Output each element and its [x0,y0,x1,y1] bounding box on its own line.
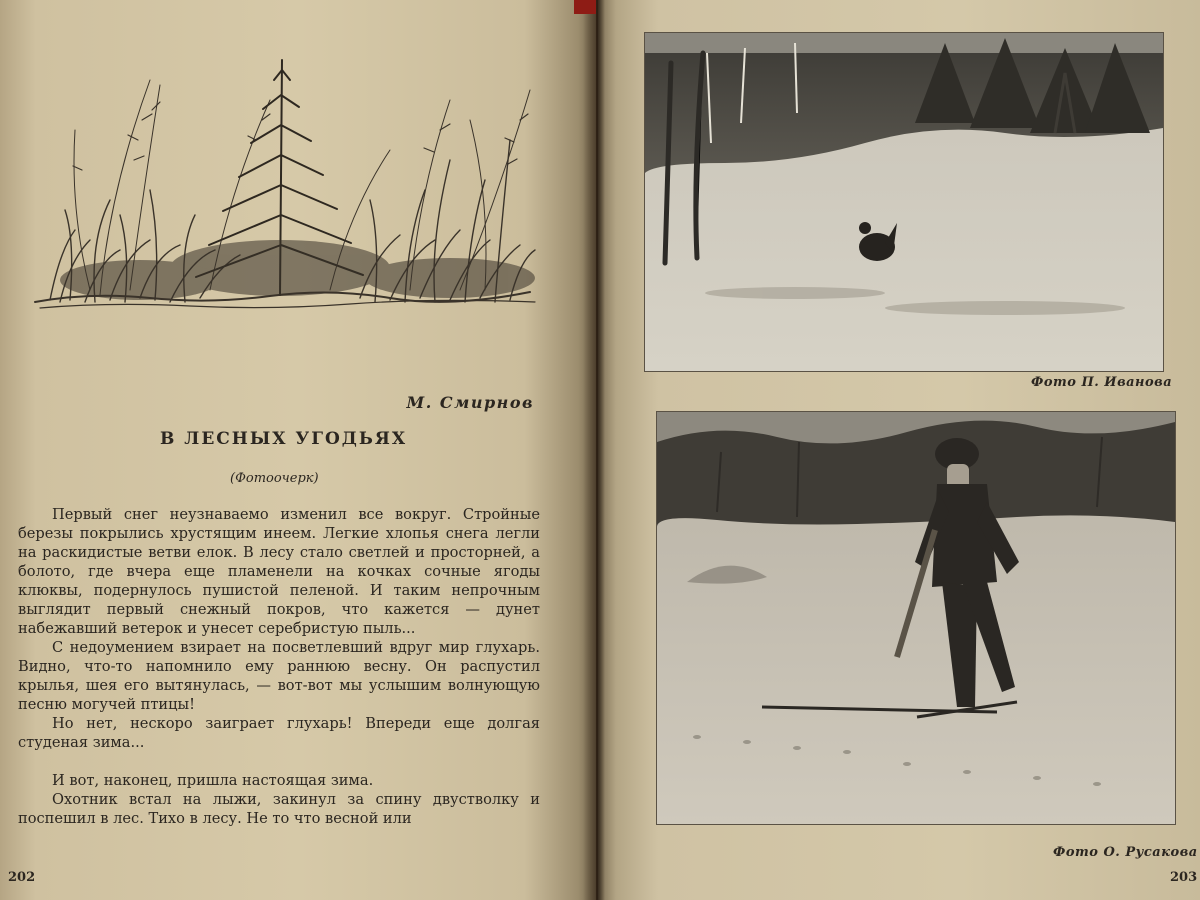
paragraph: Но нет, нескоро заиграет глухарь! Впереди еще долгая студеная зима... [18,715,540,751]
article-body [18,505,540,828]
article-subtitle: (Фотоочерк) [230,471,319,486]
photo-caption-1: Фото П. Иванова [1031,375,1173,390]
paragraph: И вот, наконец, пришла настоящая зима. [52,772,374,789]
capercaillie-in-snow-photo [644,32,1164,372]
grass-and-spruce-illustration [30,40,550,320]
paragraph: Охотник встал на лыжи, закинул за спину двустволку и поспешил в лес. Тихо в лесу. Не то что весной или [18,791,540,827]
hunter-on-skis-photo [656,411,1176,825]
photo-caption-2: Фото О. Русакова [1053,845,1198,860]
red-bookmark [574,0,596,14]
paragraph: Первый снег неузнаваемо изменил все вокруг. Стройные березы покрылись хрустящим инеем. Легкие хлопья снега легли на раскидистые ветви елок. В лесу стало светлей и просторней, а болото, где вчера еще пламенели на кочках сочные ягоды клюквы, подернулось пушистой пеленой. И таким непрочным выглядит первый снежный покров, что кажется — дунет набежавший ветерок и унесет серебристую пыль... [18,506,540,637]
page-number-right: 203 [1170,870,1198,885]
book-gutter [583,0,605,900]
article-title: В ЛЕСНЫХ УГОДЬЯХ [160,429,408,449]
author-name: М. Смирнов [406,393,534,412]
page-number-left: 202 [8,870,36,885]
left-page [0,0,596,900]
paragraph: С недоумением взирает на посветлевший вдруг мир глухарь. Видно, что-то напомнило ему раннюю весну. Он распустил крылья, шея его вытянулась, — вот-вот мы услышим волнующую песню могучей птицы! [18,639,540,713]
right-page [598,0,1200,900]
